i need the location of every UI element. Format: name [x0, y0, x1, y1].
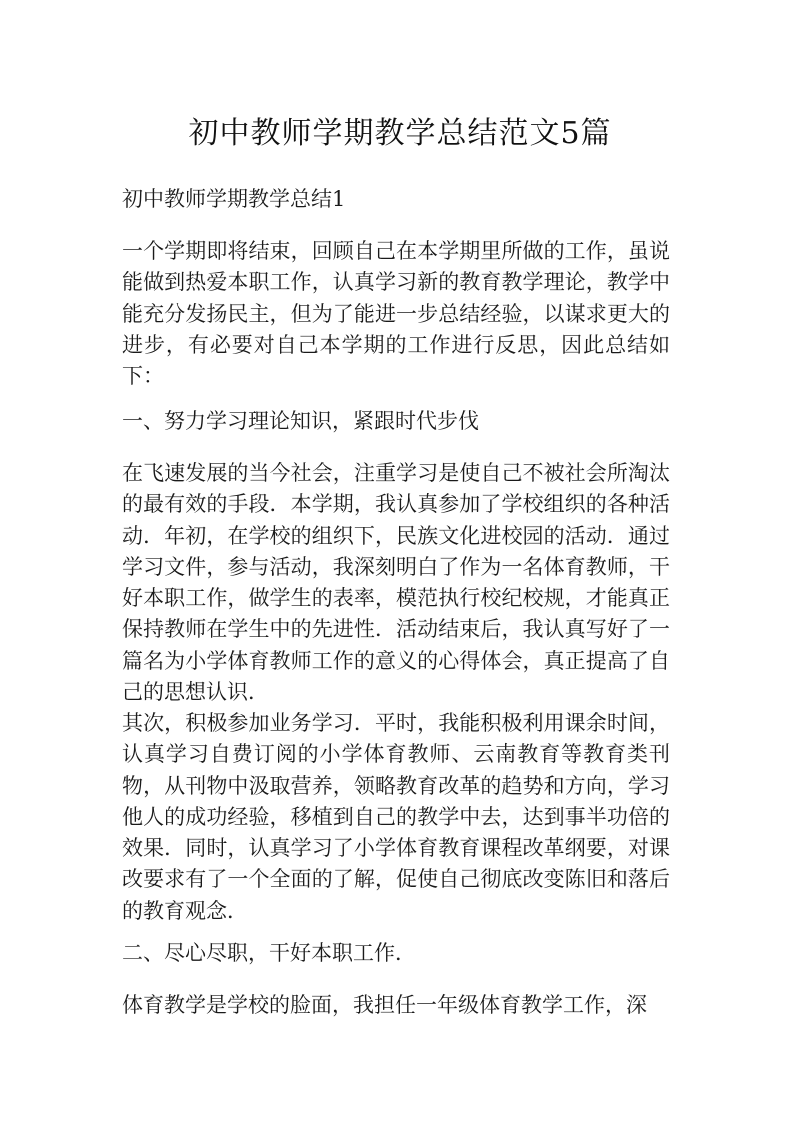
document-title: 初中教师学期教学总结范文5篇 [188, 116, 612, 151]
paragraph-business-study: 其次，积极参加业务学习．平时，我能积极利用课余时间，认真学习自费订阅的小学体育教师、云南教育等教育类刊物，从刊物中汲取营养，领略教育改革的趋势和方向，学习他人的成功经验，移植到自己的教学中去，达到事半功倍的效果．同时，认真学习了小学体育教育课程改革纲要，对课改要求有了一个全面的了解，促使自己彻底改变陈旧和落后的教育观念． [122, 711, 670, 923]
paragraph-study: 在飞速发展的当今社会，注重学习是使自己不被社会所淘汰的最有效的手段．本学期，我认真参加了学校组织的各种活动．年初，在学校的组织下，民族文化进校园的活动．通过学习文件，参与活动，我深刻明白了作为一名体育教师，干好本职工作，做学生的表率，模范执行校纪校规，才能真正保持教师在学生中的先进性．活动结束后，我认真写好了一篇名为小学体育教师工作的意义的心得体会，真正提高了自己的思想认识． [122, 461, 670, 705]
paragraph-teaching: 体育教学是学校的脸面，我担任一年级体育教学工作，深 [122, 993, 647, 1017]
section-subtitle: 初中教师学期教学总结1 [122, 187, 346, 211]
intro-paragraph: 一个学期即将结束，回顾自己在本学期里所做的工作，虽说能做到热爱本职工作，认真学习新的教育教学理论，教学中能充分发扬民主，但为了能进一步总结经验，以谋求更大的进步，有必要对自己本学期的工作进行反思，因此总结如下： [122, 239, 670, 389]
heading-two: 二、尽心尽职，干好本职工作． [122, 941, 416, 965]
heading-one: 一、努力学习理论知识，紧跟时代步伐 [122, 409, 479, 433]
